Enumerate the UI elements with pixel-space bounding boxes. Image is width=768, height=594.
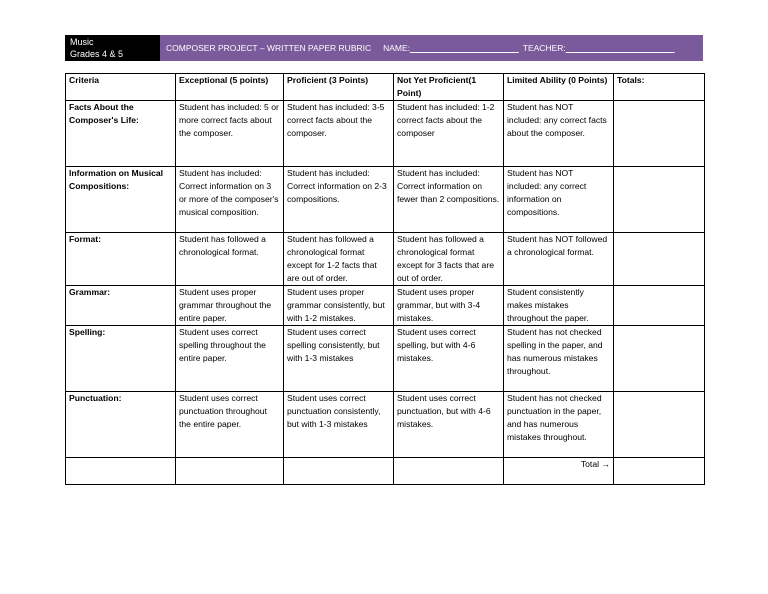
column-header: Totals:	[614, 74, 705, 101]
rubric-title: COMPOSER PROJECT – WRITTEN PAPER RUBRIC	[166, 43, 372, 53]
not-yet-proficient-cell: Student has included: 1-2 correct facts about the composer	[394, 101, 504, 167]
rubric-title-bar	[160, 35, 703, 61]
empty-cell	[66, 458, 176, 485]
rubric-table	[65, 73, 705, 485]
exceptional-cell: Student uses proper grammar throughout the entire paper.	[176, 286, 284, 326]
limited-ability-cell: Student has not checked spelling in the paper, and has numerous mistakes throughout.	[504, 326, 614, 392]
not-yet-proficient-cell: Student uses correct spelling, but with 4-6 mistakes.	[394, 326, 504, 392]
total-label: Total →	[504, 458, 614, 485]
not-yet-proficient-cell: Student has included: Correct information on fewer than 2 compositions.	[394, 167, 504, 233]
criteria-cell: Punctuation:	[66, 392, 176, 458]
limited-ability-cell: Student has NOT included: any correct facts about the composer.	[504, 101, 614, 167]
name-label: NAME:	[383, 43, 411, 53]
teacher-blank[interactable]: _______________________	[565, 43, 675, 53]
table-row	[66, 233, 705, 286]
exceptional-cell: Student has followed a chronological format.	[176, 233, 284, 286]
proficient-cell: Student uses correct spelling consistently, but with 1-3 mistakes	[284, 326, 394, 392]
proficient-cell: Student has included: Correct information on 2-3 compositions.	[284, 167, 394, 233]
totals-cell[interactable]	[614, 167, 705, 233]
limited-ability-cell: Student has not checked punctuation in the paper, and has numerous mistakes throughout.	[504, 392, 614, 458]
empty-cell	[284, 458, 394, 485]
proficient-cell: Student has included: 3-5 correct facts about the composer.	[284, 101, 394, 167]
exceptional-cell: Student uses correct punctuation throughout the entire paper.	[176, 392, 284, 458]
total-row	[66, 458, 705, 485]
column-header: Not Yet Proficient(1 Point)	[394, 74, 504, 101]
table-row	[66, 167, 705, 233]
totals-cell[interactable]	[614, 286, 705, 326]
limited-ability-cell: Student consistently makes mistakes throughout the paper.	[504, 286, 614, 326]
proficient-cell: Student has followed a chronological format except for 1-2 facts that are out of order.	[284, 233, 394, 286]
column-header: Criteria	[66, 74, 176, 101]
table-row	[66, 101, 705, 167]
table-row	[66, 286, 705, 326]
name-blank[interactable]: _______________________	[410, 43, 519, 53]
proficient-cell: Student uses proper grammar consistently, but with 1-2 mistakes.	[284, 286, 394, 326]
teacher-label: TEACHER:	[522, 43, 566, 53]
exceptional-cell: Student uses correct spelling throughout the entire paper.	[176, 326, 284, 392]
page-header	[65, 35, 703, 61]
limited-ability-cell: Student has NOT included: any correct information on compositions.	[504, 167, 614, 233]
empty-cell	[394, 458, 504, 485]
limited-ability-cell: Student has NOT followed a chronological format.	[504, 233, 614, 286]
criteria-cell: Spelling:	[66, 326, 176, 392]
proficient-cell: Student uses correct punctuation consistently, but with 1-3 mistakes	[284, 392, 394, 458]
course-grades: Grades 4 & 5	[70, 49, 124, 59]
criteria-cell: Information on Musical Compositions:	[66, 167, 176, 233]
criteria-cell: Facts About the Composer's Life:	[66, 101, 176, 167]
exceptional-cell: Student has included: 5 or more correct facts about the composer.	[176, 101, 284, 167]
totals-cell[interactable]	[614, 392, 705, 458]
course-name: Music	[70, 37, 94, 47]
criteria-cell: Format:	[66, 233, 176, 286]
column-header: Limited Ability (0 Points)	[504, 74, 614, 101]
header-row	[66, 74, 705, 101]
not-yet-proficient-cell: Student uses correct punctuation, but with 4-6 mistakes.	[394, 392, 504, 458]
exceptional-cell: Student has included: Correct information on 3 or more of the composer's musical composition.	[176, 167, 284, 233]
not-yet-proficient-cell: Student has followed a chronological format except for 3 facts that are out of order.	[394, 233, 504, 286]
totals-cell[interactable]	[614, 233, 705, 286]
empty-cell	[176, 458, 284, 485]
table-row	[66, 326, 705, 392]
not-yet-proficient-cell: Student uses proper grammar, but with 3-4 mistakes.	[394, 286, 504, 326]
column-header: Proficient (3 Points)	[284, 74, 394, 101]
criteria-cell: Grammar:	[66, 286, 176, 326]
course-info	[65, 35, 160, 61]
totals-cell[interactable]	[614, 326, 705, 392]
totals-cell[interactable]	[614, 101, 705, 167]
column-header: Exceptional (5 points)	[176, 74, 284, 101]
grand-total-cell[interactable]	[614, 458, 705, 485]
table-row	[66, 392, 705, 458]
